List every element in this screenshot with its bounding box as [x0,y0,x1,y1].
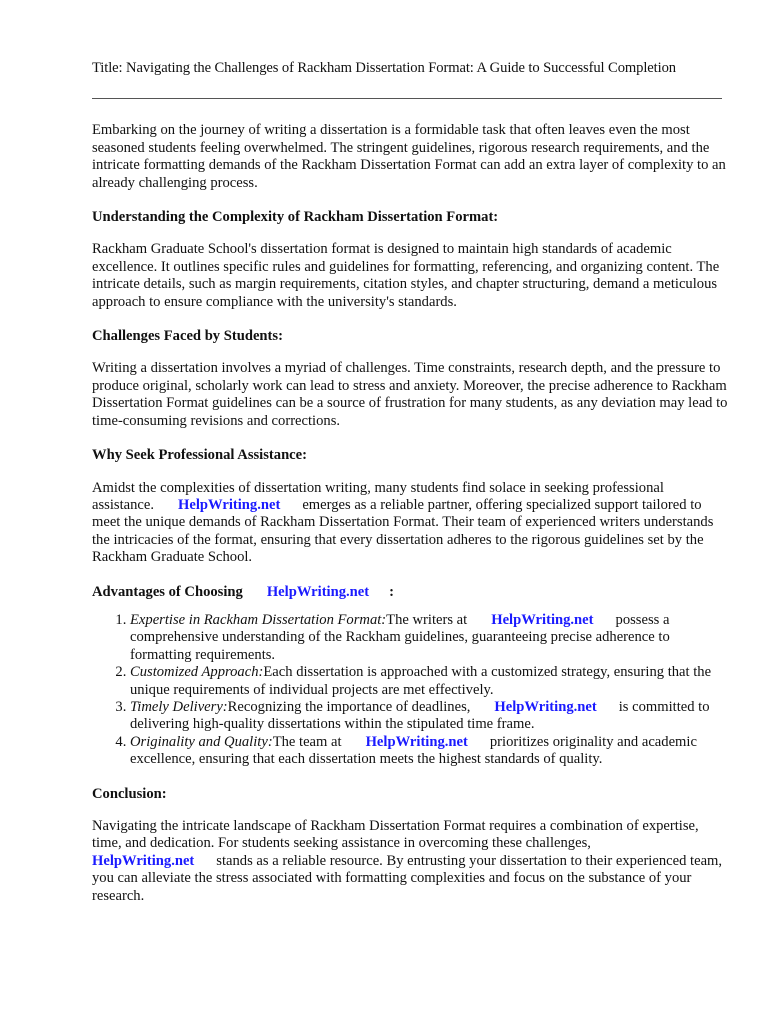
section-heading-assistance: Why Seek Professional Assistance: [92,447,307,464]
list-item [130,612,728,664]
section-body-challenges: Writing a dissertation involves a myriad of challenges. Time constraints, research depth, and the pressure to produce original, scholarly work can lead to stress and anxiety. Moreover, the precise adherence to Rackham Dissertation Format guidelines can be a source of frustration for many students, as any deviation may lead to time-consuming revisions and corrections. [92,360,728,429]
section-heading-advantages [92,584,728,601]
list-item-text: possess a comprehensive understanding of the Rackham guidelines, guaranteeing precise adherence to formatting requirements. [130,611,670,663]
list-item-lead: Originality and Quality: [130,733,273,750]
advantages-heading-text: Advantages of Choosing [92,583,243,600]
section-body-assistance [92,480,728,567]
list-item [130,664,728,699]
advantages-list [92,612,728,769]
list-item-text: Recognizing the importance of deadlines, [227,698,471,715]
section-heading-complexity: Understanding the Complexity of Rackham Dissertation Format: [92,209,499,226]
list-item [130,734,728,769]
list-item-text: The writers at [386,611,468,628]
conclusion-text-after: stands as a reliable resource. By entrusting your dissertation to their experienced team, you can alleviate the stress associated with formatting complexities and focus on the substance of your research. [92,852,723,904]
list-item-text: The team at [272,733,342,750]
title-divider [92,98,722,99]
list-item-text: prioritizes originality and academic excellence, ensuring that each dissertation meets the highest standards of quality. [130,733,697,768]
list-item-lead: Timely Delivery: [130,698,228,715]
section-heading-challenges: Challenges Faced by Students: [92,328,283,345]
helpwriting-link[interactable]: HelpWriting.net [266,583,370,600]
intro-paragraph: Embarking on the journey of writing a dissertation is a formidable task that often leaves even the most seasoned students feeling overwhelmed. The stringent guidelines, rigorous research requirements, and the intricate formatting demands of the Rackham Dissertation Format can add an extra layer of complexity to an already challenging process. [92,122,726,191]
list-item-text: Each dissertation is approached with a customized strategy, ensuring that the unique requirements of individual projects are met effectively. [130,664,712,698]
list-item [130,699,728,734]
list-item-lead: Customized Approach: [130,664,264,681]
helpwriting-link[interactable]: HelpWriting.net [491,611,594,628]
section-body-conclusion [92,818,728,905]
document-page [92,60,728,905]
helpwriting-link[interactable]: HelpWriting.net [178,496,281,513]
helpwriting-link[interactable]: HelpWriting.net [494,698,597,715]
assistance-text-after: emerges as a reliable partner, offering specialized support tailored to meet the unique demands of Rackham Dissertation Format. Their team of experienced writers understands the intricacies of the format, ensuring that every dissertation adheres to the rigorous guidelines set by the Rackham Graduate School. [92,496,714,566]
advantages-heading-colon: : [389,583,394,600]
assistance-text-before: Amidst the complexities of dissertation writing, many students find solace in seeking professional assistance. [92,479,664,513]
helpwriting-link[interactable]: HelpWriting.net [365,733,468,750]
list-item-text: is committed to delivering high-quality dissertations within the stipulated time frame. [130,698,710,733]
list-item-lead: Expertise in Rackham Dissertation Format: [130,611,387,628]
section-heading-conclusion: Conclusion: [92,785,167,802]
document-title: Title: Navigating the Challenges of Rackham Dissertation Format: A Guide to Successful Completion [92,60,676,76]
helpwriting-link[interactable]: HelpWriting.net [92,852,195,869]
conclusion-text-before: Navigating the intricate landscape of Rackham Dissertation Format requires a combination of expertise, time, and dedication. For students seeking assistance in overcoming these challenges, [92,818,699,852]
section-body-complexity: Rackham Graduate School's dissertation format is designed to maintain high standards of academic excellence. It outlines specific rules and guidelines for formatting, referencing, and organizing content. The intricate details, such as margin requirements, citation styles, and chapter structuring, demand a meticulous approach to ensure compliance with the university's standards. [92,241,720,310]
